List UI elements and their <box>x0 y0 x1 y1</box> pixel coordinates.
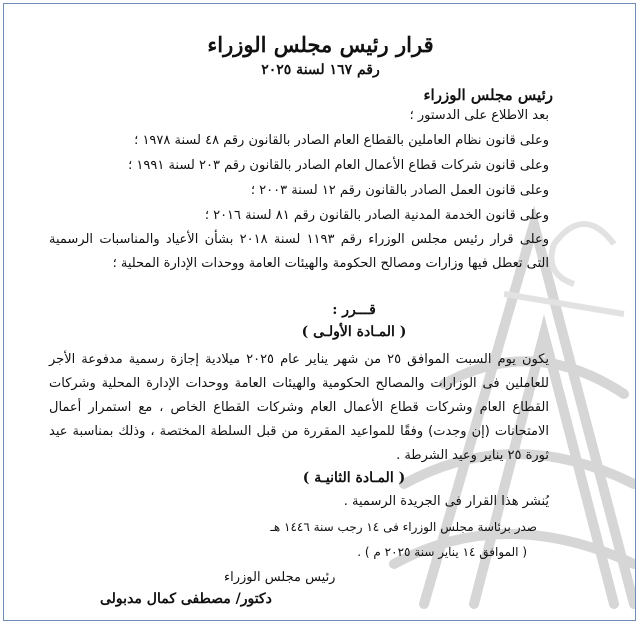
decided-heading: قـــرر : <box>332 302 376 318</box>
issued-date-hijri: صدر برئاسة مجلس الوزراء فى ١٤ رجب سنة ١٤٤٦ هـ <box>270 520 537 534</box>
preamble-line: وعلى قانون العمل الصادر بالقانون رقم ١٢ لسنة ٢٠٠٣ ؛ <box>250 183 549 198</box>
signature-name: دكتور/ مصطفى كمال مدبولى <box>100 591 272 607</box>
preamble-line: وعلى قانون نظام العاملين بالقطاع العام الصادر بالقانون رقم ٤٨ لسنة ١٩٧٨ ؛ <box>134 133 549 148</box>
decree-title: قرار رئيس مجلس الوزراء <box>207 32 434 57</box>
article-2-text: يُنشر هذا القرار فى الجريدة الرسمية . <box>343 494 549 509</box>
decree-number: رقم ١٦٧ لسنة ٢٠٢٥ <box>261 62 380 78</box>
document-frame <box>3 3 636 621</box>
signature-role: رئيس مجلس الوزراء <box>224 570 336 585</box>
preamble-paragraph: وعلى قرار رئيس مجلس الوزراء رقم ١١٩٣ لسنة ٢٠١٨ بشأن الأعياد والمناسبات الرسمية التى تعطل فيها وزارات ومصالح الحكومة والهيئات العامة ووحدات الإدارة المحلية ؛ <box>49 232 549 271</box>
article-1-heading: ( المـادة الأولـى ) <box>301 324 407 340</box>
article-2-heading: ( المـادة الثانيـة ) <box>302 470 406 486</box>
decree-document <box>4 4 636 621</box>
preamble-line: بعد الاطلاع على الدستور ؛ <box>409 108 549 123</box>
preamble-line: وعلى قانون شركات قطاع الأعمال العام الصادر بالقانون رقم ٢٠٣ لسنة ١٩٩١ ؛ <box>128 158 549 173</box>
issued-date-gregorian: ( الموافق ١٤ يناير سنة ٢٠٢٥ م ) . <box>357 545 527 559</box>
issuing-authority: رئيس مجلس الوزراء <box>423 86 553 104</box>
preamble-line: وعلى قانون الخدمة المدنية الصادر بالقانون رقم ٨١ لسنة ٢٠١٦ ؛ <box>204 208 549 223</box>
article-1-text: يكون يوم السبت الموافق ٢٥ من شهر يناير عام ٢٠٢٥ ميلادية إجازة رسمية مدفوعة الأجر للعاملين فى الوزارات والمصالح الحكومية والهيئات العامة ووحدات الإدارة المحلية وشركات القطاع العام وشركات قطاع الأعمال العام وشركات القطاع الخاص ، مع استمرار أعمال الامتحانات (إن وجدت) وفقًا للمواعيد المقررة من قبل السلطة المختصة ، وذلك بمناسبة عيد ثورة ٢٥ يناير وعيد الشرطة . <box>49 352 549 463</box>
